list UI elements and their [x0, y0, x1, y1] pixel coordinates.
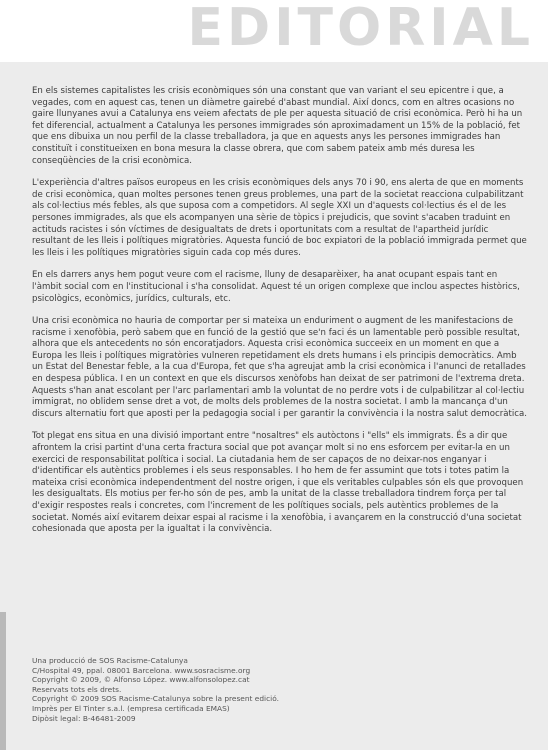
colophon-line: Copyright © 2009 SOS Racisme-Catalunya sobre la present edició. — [32, 694, 279, 704]
page-title: EDITORIAL — [187, 0, 534, 58]
colophon-line: Reservats tots els drets. — [32, 684, 122, 694]
paragraph: L'experiència d'altres països europeus en les crisis econòmiques dels anys 70 i 90, ens alerta de que en moments de crisi econòmica, quan moltes persones tenen greus problemes, una part de la societat reacciona culpabilitzant als col·lectius més febles, als que suposa com a competidors. Al segle XXI un d'aquests col·lectius és el de les persones immigrades, als que els acompanyen una sèrie de tòpics i prejudicis, que sovint s'acaben traduint en actituds racistes i són víctimes de desigualtats de drets i oportunitats com a resultat de l'apartheid jurídic resultant de les lleis i polítiques migratòries. Aquesta funció de boc expiatori de la població immigrada permet que les lleis i les polítiques migratòries siguin cada cop més dures. — [32, 178, 527, 258]
paragraph: Una crisi econòmica no hauria de comportar per si mateixa un enduriment o augment de les manifestacions de racisme i xenofòbia, però sabem que en funció de la gestió que se'n faci és un lamentable però possible resultat, alhora que els antecedents no són encoratjadors. Aquesta crisi econòmica succeeix en un moment en que a Europa les lleis i polítiques migratòries vulneren repetidament els drets humans i els principis democràtics. Amb un Estat del Benestar feble, a la cua d'Europa, fet que s'ha agreujat amb la crisi econòmica i l'anunci de retallades en despesa pública. I en un context en que els discursos xenòfobs han deixat de ser patrimoni de l'extrema dreta. Aquests s'han anat escolant per l'arc parlamentari amb la voluntat de no perdre vots i de culpabilitzar al col·lectiu immigrat, no oblidem sense dret a vot, de molts dels problemes de la nostra societat. I amb la mancança d'un discurs alternatiu fort que aposti per la pedagogia social i per garantir la convivència i la nostra salut democràtica. — [32, 316, 527, 419]
header-band — [0, 0, 548, 62]
editorial-body — [32, 86, 527, 547]
paragraph: Tot plegat ens situa en una divisió important entre "nosaltres" els autòctons i "ells" els immigrats. És a dir que afrontem la crisi partint d'una certa fractura social que pot avançar molt si no ens esforcem per evitar-la en un exercici de responsabilitat política i social. La ciutadania hem de ser capaços de no deixar-nos enganyar i d'identificar els autèntics problemes i els seus responsables. I ho hem de fer assumint que tots i totes patim la mateixa crisi econòmica independentment del nostre origen, i que els veritables culpables són els que provoquen les desigualtats. Els motius per fer-ho són de pes, amb la unitat de la classe treballadora tindrem força per tal d'exigir respostes reals i concretes, com l'increment de les polítiques socials, pels autèntics problemes de la societat. Només així evitarem deixar espai al racisme i la xenofòbia, i avançarem en la construcció d'una societat cohesionada que aposta per la igualtat i la convivència. — [32, 431, 524, 535]
paragraph: En els darrers anys hem pogut veure com el racisme, lluny de desaparèixer, ha anat ocupant espais tant en l'àmbit social com en l'institucional i s'ha consolidat. Aquest té un origen complexe que inclou aspectes històrics, psicològics, econòmics, jurídics, culturals, etc. — [32, 270, 520, 304]
left-edge-bar — [0, 612, 6, 750]
colophon-line: C/Hospital 49, ppal. 08001 Barcelona. www.sosracisme.org — [32, 665, 251, 675]
colophon-line: Una producció de SOS Racisme-Catalunya — [32, 656, 188, 665]
colophon-line: Imprès per El Tinter s.a.l. (empresa certificada EMAS) — [32, 703, 230, 713]
colophon-line: Copyright © 2009, © Alfonso López. www.alfonsolopez.cat — [32, 675, 250, 685]
paragraph: En els sistemes capitalistes les crisis econòmiques són una constant que van variant el seu epicentre i que, a vegades, com en aquest cas, tenen un diàmetre gairebé d'abast mundial. Així doncs, com en altres ocasions no gaire llunyanes avui a Catalunya ens veiem afectats de ple per aquesta situació de crisi econòmica. Però hi ha un fet diferencial, actualment a Catalunya les persones immigrades són aproximadament un 15% de la població, fet que ens dibuixa un nou perfil de la classe treballadora, ja que en aquests anys les persones immigrades han constituït i constitueixen en bona mesura la classe obrera, que com sabem pateix amb més duresa les conseqüències de la crisi econòmica. — [32, 86, 523, 166]
colophon-line: Dipòsit legal: B-46481-2009 — [32, 713, 136, 723]
colophon — [32, 656, 432, 723]
